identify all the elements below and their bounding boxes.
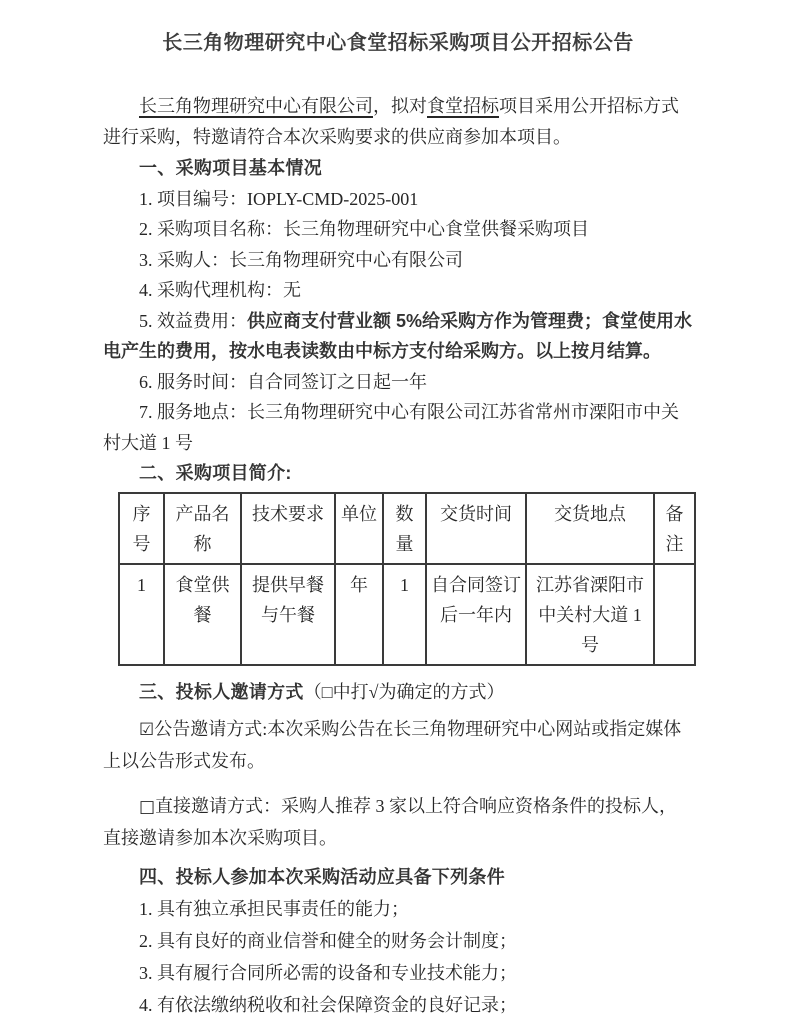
page-title: 长三角物理研究中心食堂招标采购项目公开招标公告: [162, 32, 634, 54]
section1-item-purchaser: 3. 采购人：长三角物理研究中心有限公司: [139, 249, 463, 270]
cell-delivery-time: 自合同签订后一年内: [426, 564, 526, 665]
condition-civil-liability: 1. 具有独立承担民事责任的能力；: [139, 899, 409, 919]
cell-tech: 提供早餐与午餐: [241, 564, 335, 665]
intro-mid-text: ，拟对: [373, 96, 427, 116]
unchecked-checkbox-icon: □: [139, 797, 156, 817]
section1-item-service-time: 6. 服务时间：自合同签订之日起一年: [139, 371, 427, 392]
table-row: [119, 564, 695, 665]
condition-equipment-capability: 3. 具有履行合同所必需的设备和专业技术能力；: [139, 963, 517, 983]
invitation-option-announcement: [103, 714, 693, 776]
purchaser-name-underlined: 长三角物理研究中心有限公司: [139, 96, 373, 116]
project-name-underlined: 食堂招标: [427, 96, 499, 116]
section3-heading-bold: 三、投标人邀请方式: [139, 681, 304, 702]
cell-unit: 年: [335, 564, 383, 665]
direct-option-text: 直接邀请方式：采购人推荐 3 家以上符合响应资格条件的投标人，直接邀请参加本次采购项目。: [103, 796, 678, 848]
table-header-row: [119, 493, 695, 564]
section4-heading: 四、投标人参加本次采购活动应具备下列条件: [139, 867, 505, 887]
col-header-unit: 单位: [335, 493, 383, 564]
invitation-option-direct: [103, 791, 693, 853]
section1-item-project-name: 2. 采购项目名称：长三角物理研究中心食堂供餐采购项目: [139, 219, 589, 239]
section1-item-benefit-fee: [103, 306, 693, 367]
condition-business-reputation: 2. 具有良好的商业信誉和健全的财务会计制度；: [139, 931, 517, 951]
section3-heading: [103, 677, 693, 708]
cell-product: 食堂供餐: [164, 564, 241, 665]
col-header-qty: 数量: [383, 493, 426, 564]
benefit-fee-bold-text: 供应商支付营业额 5%给采购方作为管理费；食堂使用水电产生的费用，按水电表读数由中标方支付给采购方。以上按月结算。: [103, 310, 693, 361]
cell-qty: 1: [383, 564, 426, 665]
cell-remark: [654, 564, 695, 665]
procurement-summary-table: [118, 492, 696, 666]
intro-rest-text: 项目采用公开招标方式进行采购，特邀请符合本次采购要求的供应商参加本项目。: [103, 96, 679, 147]
benefit-fee-label: 5. 效益费用：: [139, 310, 247, 331]
section1-item-service-location: 7. 服务地点：长三角物理研究中心有限公司江苏省常州市溧阳市中关村大道 1 号: [103, 402, 679, 453]
col-header-seq: 序号: [119, 493, 164, 564]
cell-delivery-place: 江苏省溧阳市中关村大道 1 号: [526, 564, 654, 665]
section1-item-agency: 4. 采购代理机构：无: [139, 280, 301, 300]
col-header-tech: 技术要求: [241, 493, 335, 564]
cell-seq: 1: [119, 564, 164, 665]
announcement-option-text: 公告邀请方式:本次采购公告在长三角物理研究中心网站或指定媒体上以公告形式发布。: [103, 719, 682, 771]
section2-heading: 二、采购项目简介:: [139, 463, 292, 483]
col-header-delivery-time: 交货时间: [426, 493, 526, 564]
col-header-delivery-place: 交货地点: [526, 493, 654, 564]
col-header-remark: 备注: [654, 493, 695, 564]
col-header-product: 产品名称: [164, 493, 241, 564]
section1-item-project-number: 1. 项目编号：IOPLY-CMD-2025-001: [139, 188, 419, 209]
section3-heading-note: （□中打√为确定的方式）: [303, 681, 505, 702]
condition-tax-record: 4. 有依法缴纳税收和社会保障资金的良好记录；: [139, 995, 517, 1015]
section1-heading: 一、采购项目基本情况: [139, 158, 322, 178]
checked-checkbox-icon: ☑: [139, 720, 155, 740]
intro-paragraph: [103, 91, 693, 152]
